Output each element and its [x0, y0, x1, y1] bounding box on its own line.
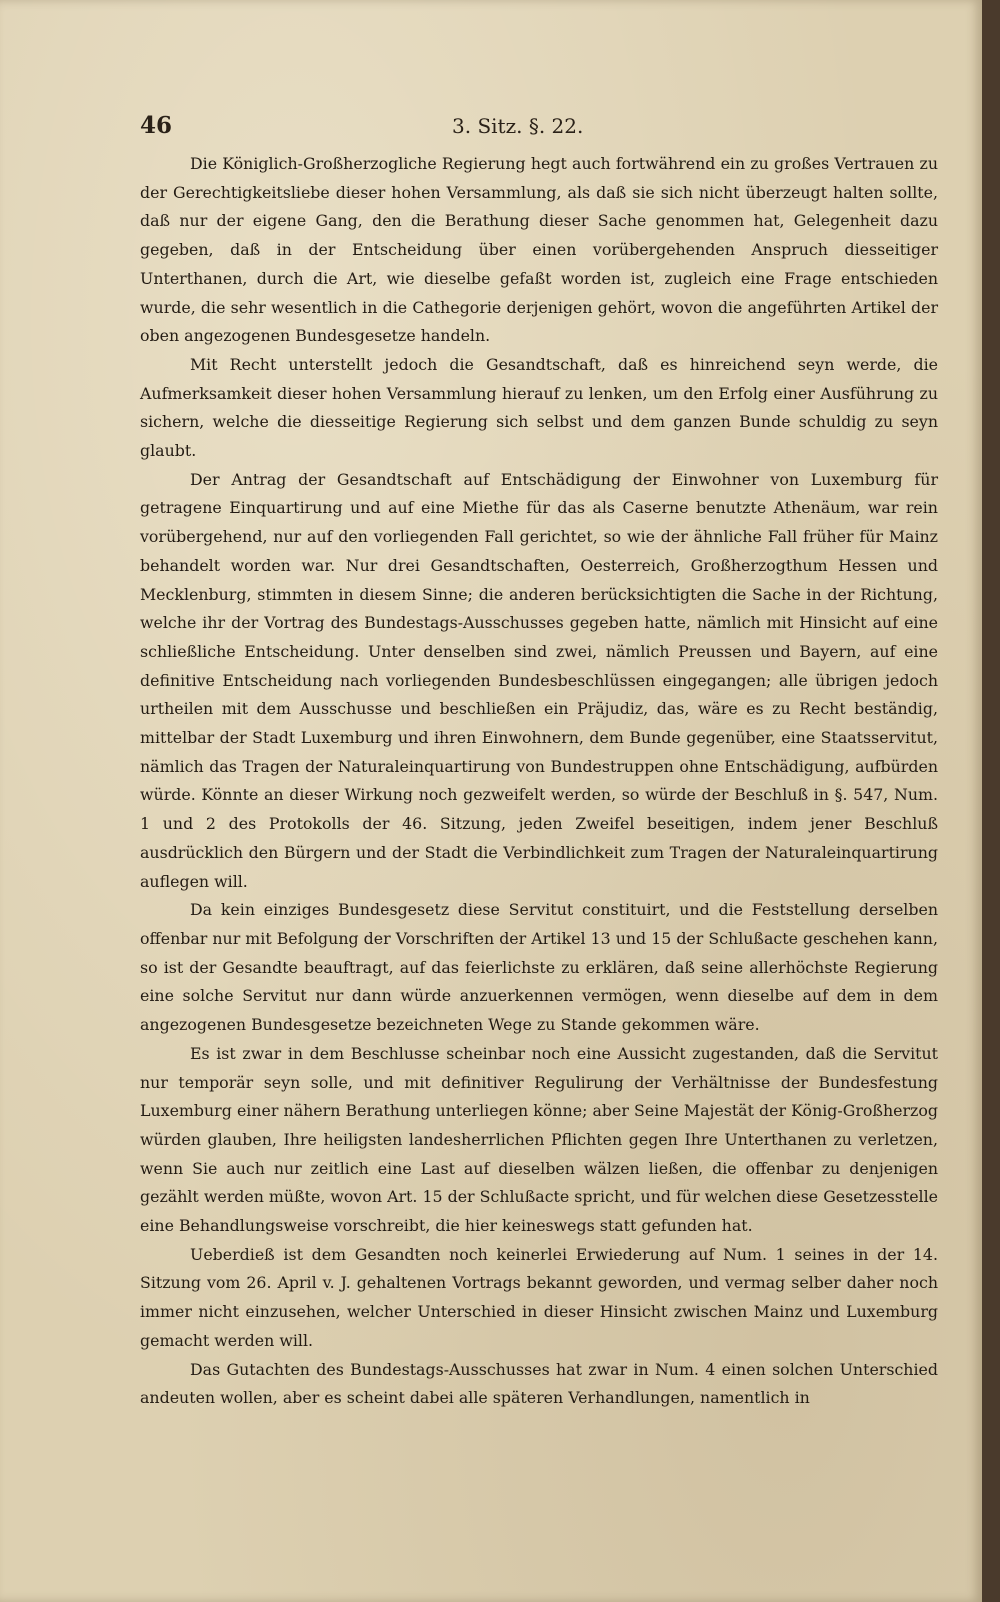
paragraph: Der Antrag der Gesandtschaft auf Entschädigung der Einwohner von Luxemburg für getragene Einquartirung und auf eine Miethe für das als Caserne benutzte Athenäum, war rein vorübergehend, nur auf den vorliegenden Fall gerichtet, so wie der ähnliche Fall früher für Mainz behandelt worden war. Nur drei Gesandtschaften, Oesterreich, Großherzogthum Hessen und Mecklenburg, stimmten in diesem Sinne; die anderen berücksichtigten die Sache in der Richtung, welche ihr der Vortrag des Bundestags-Ausschusses gegeben hatte, nämlich mit Hinsicht auf eine schließliche Entscheidung. Unter denselben sind zwei, nämlich Preussen und Bayern, auf eine definitive Entscheidung nach vorliegenden Bundesbeschlüssen eingegangen; alle übrigen jedoch urtheilen mit dem Ausschusse und beschließen ein Präjudiz, das, wäre es zu Recht beständig, mittelbar der Stadt Luxemburg und ihren Einwohnern, dem Bunde gegenüber, eine Staatsservitut, nämlich das Tragen der Naturaleinquartirung von Bundestruppen ohne Entschädigung, aufbürden würde. Könnte an dieser Wirkung noch gezweifelt werden, so würde der Beschluß in §. 547, Num. 1 und 2 des Protokolls der 46. Sitzung, jeden Zweifel beseitigen, indem jener Beschluß ausdrücklich den Bürgern und der Stadt die Verbindlichkeit zum Tragen der Naturaleinquartirung auflegen will.: [140, 469, 938, 891]
paragraph: Es ist zwar in dem Beschlusse scheinbar noch eine Aussicht zugestanden, daß die Servitut nur temporär seyn solle, und mit definitiver Regulirung der Verhältnisse der Bundesfestung Luxemburg einer nähern Berathung unterliegen könne; aber Seine Majestät der König-Großherzog würden glauben, Ihre heiligsten landesherrlichen Pflichten gegen Ihre Unterthanen zu verletzen, wenn Sie auch nur zeitlich eine Last auf dieselben wälzen ließen, die offenbar zu denjenigen gezählt werden müßte, wovon Art. 15 der Schlußacte spricht, und für welchen diese Gesetzesstelle eine Behandlungsweise vorschreibt, die hier keineswegs statt gefunden hat.: [140, 1043, 938, 1236]
paragraph: Die Königlich-Großherzogliche Regierung hegt auch fortwährend ein zu großes Vertrauen zu der Gerechtigkeitsliebe dieser hohen Versammlung, als daß sie sich nicht überzeugt halten sollte, daß nur der eigene Gang, den die Berathung dieser Sache genommen hat, Gelegenheit dazu gegeben, daß in der Entscheidung über einen vorübergehenden Anspruch diesseitiger Unterthanen, durch die Art, wie dieselbe gefaßt worden ist, zugleich eine Frage entschieden wurde, die sehr wesentlich in die Cathegorie derjenigen gehört, wovon die angeführten Artikel der oben angezogenen Bundesgesetze handeln.: [140, 154, 938, 346]
page-number: 46: [140, 112, 173, 139]
running-head: 3. Sitz. §. 22.: [452, 114, 584, 138]
body-text: [140, 150, 938, 1413]
paragraph: Ueberdieß ist dem Gesandten noch keinerlei Erwiederung auf Num. 1 seines in der 14. Sitzung vom 26. April v. J. gehaltenen Vortrags bekannt geworden, und vermag selber daher noch immer nicht einzusehen, welcher Unterschied in dieser Hinsicht zwischen Mainz und Luxemburg gemacht werden will.: [140, 1244, 938, 1350]
page-header: [140, 112, 940, 142]
paragraph: Da kein einziges Bundesgesetz diese Servitut constituirt, und die Feststellung derselben offenbar nur mit Befolgung der Vorschriften der Artikel 13 und 15 der Schlußacte geschehen kann, so ist der Gesandte beauftragt, auf das feierlichste zu erklären, daß seine allerhöchste Regierung eine solche Servitut nur dann würde anzuerkennen vermögen, wenn dieselbe auf dem in dem angezogenen Bundesgesetze bezeichneten Wege zu Stande gekommen wäre.: [140, 900, 938, 1035]
paragraph: Mit Recht unterstellt jedoch die Gesandtschaft, daß es hinreichend seyn werde, die Aufmerksamkeit dieser hohen Versammlung hierauf zu lenken, um den Erfolg einer Ausführung zu sichern, welche die diesseitige Regierung sich selbst und dem ganzen Bunde schuldig zu seyn glaubt.: [140, 354, 938, 461]
paragraph: Das Gutachten des Bundestags-Ausschusses hat zwar in Num. 4 einen solchen Unterschied andeuten wollen, aber es scheint dabei alle späteren Verhandlungen, namentlich in: [140, 1359, 938, 1408]
